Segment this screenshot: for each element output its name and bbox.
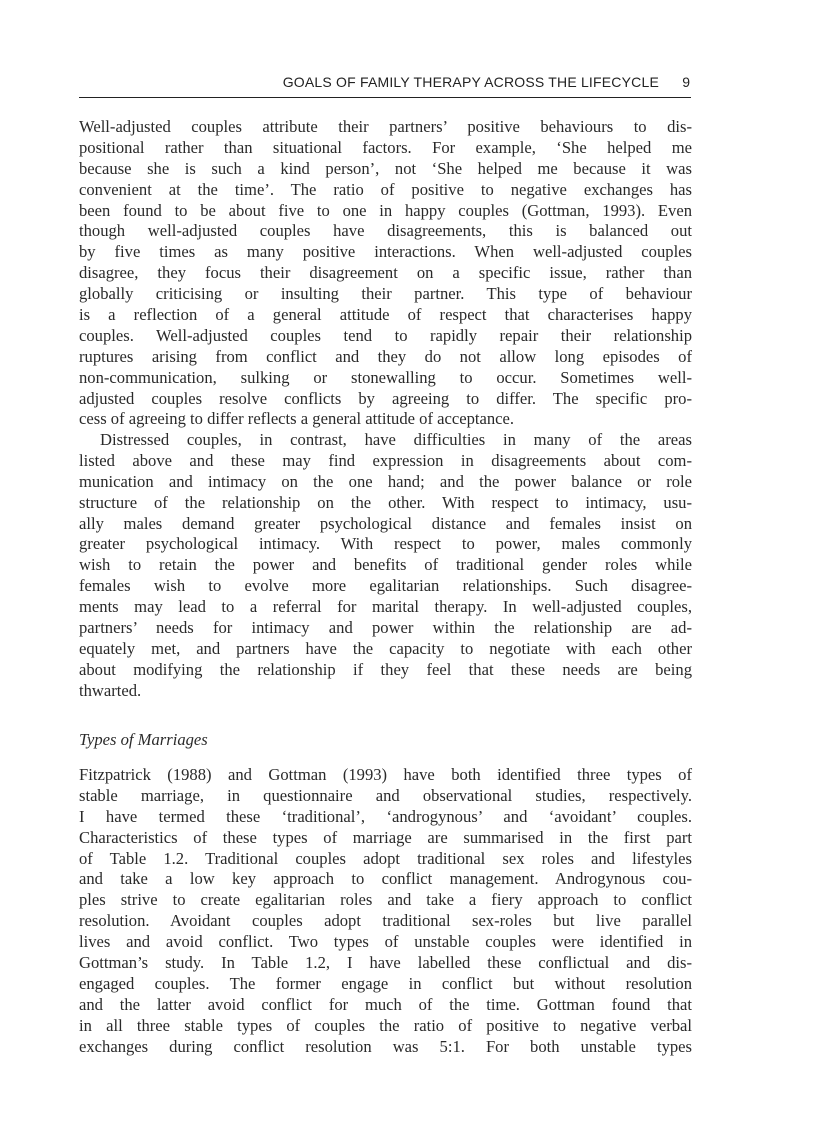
text-line: wish to retain the power and benefits of traditional gender roles while [79,555,692,575]
text-line: Distressed couples, in contrast, have difficulties in many of the areas [100,430,692,449]
text-line: Gottman’s study. In Table 1.2, I have labelled these conflictual and dis- [79,953,692,973]
text-line: females wish to evolve more egalitarian relationships. Such disagree- [79,576,692,596]
text-line: ally males demand greater psychological distance and females insist on [79,513,692,533]
text-line: convenient at the time’. The ratio of positive to negative exchanges has [79,179,692,199]
text-line: though well-adjusted couples have disagreements, this is balanced out [79,221,692,241]
text-line: thwarted. [79,680,142,700]
text-line: of Table 1.2. Traditional couples adopt traditional sex roles and lifestyles [79,848,692,868]
text-line: because she is such a kind person’, not ‘She helped me because it was [79,158,692,178]
paragraph-types-of-marriages [79,765,692,1057]
text-line: greater psychological intimacy. With respect to power, males commonly [79,534,692,554]
text-line: exchanges during conflict resolution was 5:1. For both unstable types [79,1036,692,1056]
text-line: equately met, and partners have the capacity to negotiate with each other [79,638,692,658]
text-line: ments may lead to a referral for marital therapy. In well-adjusted couples, [79,597,692,617]
text-line: listed above and these may find expression in disagreements about com- [79,450,692,470]
text-line: and the latter avoid conflict for much of the time. Gottman found that [79,994,692,1014]
text-line: positional rather than situational factors. For example, ‘She helped me [79,137,692,157]
text-line: Fitzpatrick (1988) and Gottman (1993) have both identified three types of [79,765,692,784]
page-number: 9 [682,74,690,90]
text-line: adjusted couples resolve conflicts by agreeing to differ. The specific pro- [79,388,692,408]
text-line: Characteristics of these types of marriage are summarised in the first part [79,827,692,847]
text-line: been found to be about five to one in happy couples (Gottman, 1993). Even [79,200,692,220]
text-line: in all three stable types of couples the ratio of positive to negative verbal [79,1015,692,1035]
text-line: partners’ needs for intimacy and power within the relationship are ad- [79,618,692,638]
text-line: lives and avoid conflict. Two types of unstable couples were identified in [79,932,692,952]
text-line: about modifying the relationship if they feel that these needs are being [79,659,692,679]
text-line: I have termed these ‘traditional’, ‘androgynous’ and ‘avoidant’ couples. [79,806,692,826]
text-line: by five times as many positive interactions. When well-adjusted couples [79,242,692,262]
text-line: ples strive to create egalitarian roles and take a fiery approach to conflict [79,890,692,910]
text-line: engaged couples. The former engage in conflict but without resolution [79,973,692,993]
text-line: ruptures arising from conflict and they do not allow long episodes of [79,346,692,366]
text-line: structure of the relationship on the other. With respect to intimacy, usu- [79,492,692,512]
text-line: cess of agreeing to differ reflects a general attitude of acceptance. [79,409,515,429]
text-line: resolution. Avoidant couples adopt traditional sex-roles but live parallel [79,911,692,931]
paragraph-distressed-couples [79,430,692,702]
text-line: globally criticising or insulting their partner. This type of behaviour [79,284,692,304]
text-line: stable marriage, in questionnaire and observational studies, respectively. [79,785,692,805]
text-line: Well-adjusted couples attribute their partners’ positive behaviours to dis- [79,117,692,136]
text-line: munication and intimacy on the one hand; and the power balance or role [79,471,692,491]
running-header-title: GOALS OF FAMILY THERAPY ACROSS THE LIFECYCLE [282,74,659,90]
running-header [79,70,691,98]
text-line: couples. Well-adjusted couples tend to rapidly repair their relationship [79,325,692,345]
section-heading: Types of Marriages [79,730,208,749]
text-line: disagree, they focus their disagreement on a specific issue, rather than [79,263,692,283]
text-line: non-communication, sulking or stonewalling to occur. Sometimes well- [79,367,692,387]
text-line: and take a low key approach to conflict management. Androgynous cou- [79,869,692,889]
text-line: is a reflection of a general attitude of respect that characterises happy [79,305,692,325]
paragraph-well-adjusted-couples [79,117,692,430]
